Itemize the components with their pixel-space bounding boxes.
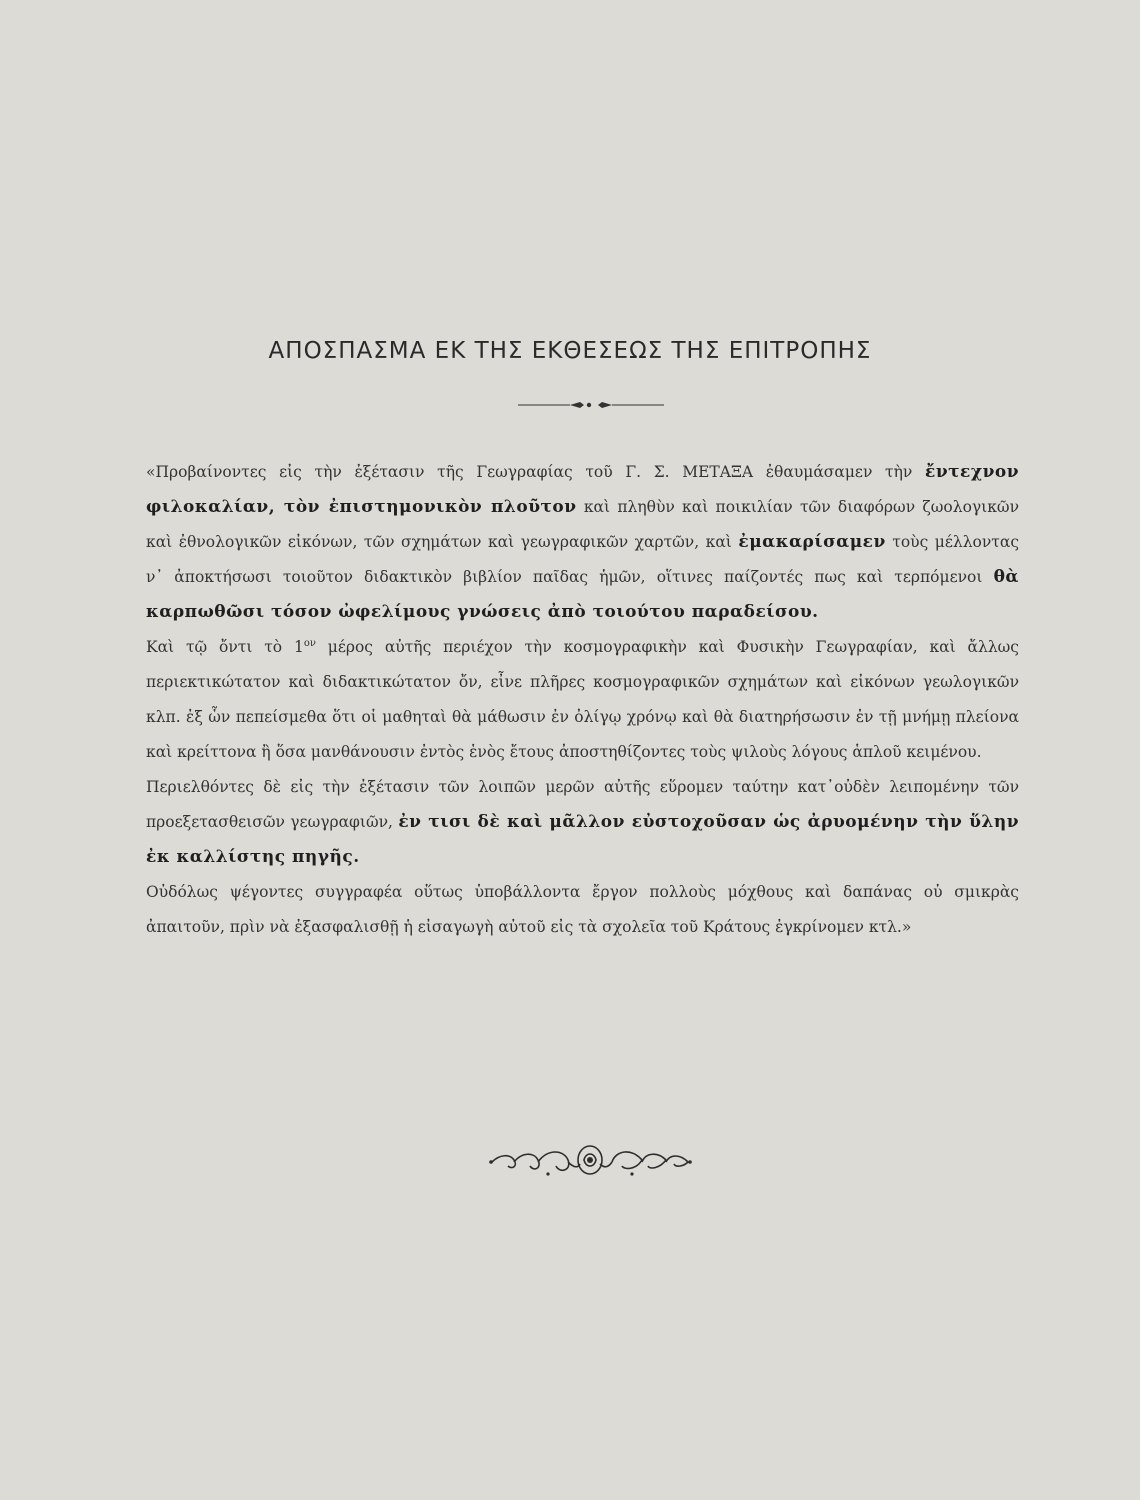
divider-ornament (518, 396, 664, 414)
text-span: μέρος αὐτῆς περιέχον τὴν κοσμογραφικὴν καὶ Φυσικὴν Γεωγραφίαν, καὶ ἄλλως περιεκτικώτατον καὶ διδακτικώτατον ὄν, εἶνε πλῆρες κοσμογραφικῶν σχημάτων καὶ εἰκόνων γεωλογικῶν κλπ. ἐξ ὧν πεπείσμεθα ὅτι οἱ μαθηταὶ θὰ μάθωσιν ἐν ὀλίγῳ χρόνῳ καὶ θὰ διατηρήσωσιν ἐν τῇ μνήμῃ πλείονα καὶ κρείττονα ἢ ὅσα μανθάνουσιν ἐντὸς ἑνὸς ἔτους ἀποστηθίζοντες τοὺς ψιλοὺς λόγους ἁπλοῦ κειμένου. (146, 638, 1019, 761)
text-span: Οὐδόλως ψέγοντες συγγραφέα οὕτως ὑποβάλλοντα ἔργον πολλοὺς μόχθους καὶ δαπάνας οὐ σμικρὰς ἀπαιτοῦν, πρὶν νὰ ἐξασφαλισθῇ ἡ εἰσαγωγὴ αὐτοῦ εἰς τὰ σχολεῖα τοῦ Κράτους ἐγκρίνομεν κτλ.» (146, 883, 1019, 936)
page-title: ΑΠΟΣΠΑΣΜΑ ΕΚ ΤΗΣ ΕΚΘΕΣΕΩΣ ΤΗΣ ΕΠΙΤΡΟΠΗΣ (268, 338, 872, 364)
bold-span: θὰ καρπωθῶσι τόσον ὠφελίμους γνώσεις ἀπὸ τοιούτου παραδείσου. (146, 567, 1019, 622)
text-span: καὶ πληθὺν καὶ ποικιλίαν τῶν διαφόρων ζωολογικῶν καὶ ἐθνολογικῶν εἰκόνων, τῶν σχημάτων καὶ γεωγραφικῶν χαρτῶν, καὶ (146, 498, 1019, 551)
superscript: ον (303, 637, 316, 649)
paragraph-1 (124, 455, 1019, 630)
tailpiece-ornament (488, 1138, 693, 1184)
bold-span: ἐμακαρίσαμεν (738, 532, 886, 552)
paragraph-3 (124, 770, 1019, 875)
report-excerpt (124, 455, 1019, 945)
bold-span: ἐν τισι δὲ καὶ μᾶλλον εὐστοχοῦσαν ὡς ἀρυομένην τὴν ὕλην ἐκ καλλίστης πηγῆς. (146, 812, 1019, 867)
text-span: Καὶ τῷ ὄντι τὸ 1 (146, 638, 304, 656)
bold-span: ἔντεχνον φιλοκαλίαν, τὸν ἐπιστημονικὸν πλοῦτον (146, 462, 1019, 517)
paragraph-2 (124, 630, 1019, 770)
paragraph-4 (124, 875, 1019, 945)
text-span: Περιελθόντες δὲ εἰς τὴν ἐξέτασιν τῶν λοιπῶν μερῶν αὐτῆς εὕρομεν ταύτην κατ᾽οὐδὲν λειπομένην τῶν προεξετασθεισῶν γεωγραφιῶν, (146, 778, 1019, 831)
text-span: «Προβαίνοντες εἰς τὴν ἐξέτασιν τῆς Γεωγραφίας τοῦ Γ. Σ. ΜΕΤΑΞΑ ἐθαυμάσαμεν τὴν (146, 463, 925, 481)
text-span: τοὺς μέλλοντας ν᾽ ἀποκτήσωσι τοιοῦτον διδακτικὸν βιβλίον παῖδας ἡμῶν, οἵτινες παίζοντές πως καὶ τερπόμενοι (146, 533, 1020, 586)
